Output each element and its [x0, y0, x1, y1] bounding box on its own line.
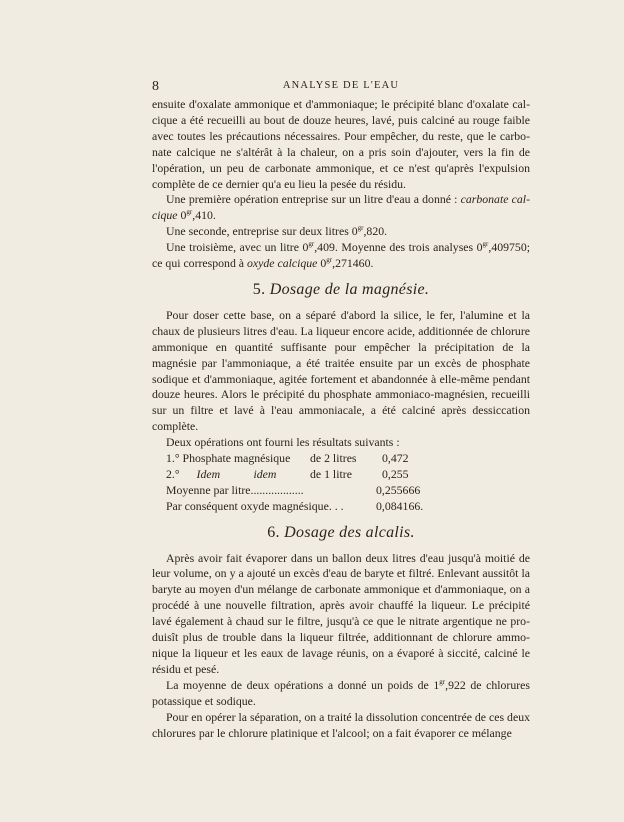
text-line: cique a été recueilli au bout de douze heures, lavé, puis calciné au rouge faible — [152, 112, 530, 127]
unit-sup: gr — [482, 240, 489, 249]
paragraph-magnesie — [152, 308, 530, 435]
table-cell — [152, 467, 296, 483]
table-cell: Moyenne par litre.................. — [166, 482, 304, 497]
value: 0 — [180, 208, 187, 223]
table-row — [152, 483, 530, 499]
text-line: duisît plus de trouble dans la liqueur filtrée, additionnant de chlorure ammo- — [152, 630, 530, 645]
results-table — [152, 451, 530, 515]
table-cell: 1.° Phosphate magnésique — [166, 451, 291, 466]
table-value: 0,255 — [382, 466, 409, 481]
paragraph-oxalate — [152, 97, 530, 192]
table-value: 0,472 — [382, 451, 409, 466]
text-line: a procédé à une nouvelle filtration, après avoir chauffé la liqueur. Le précipité — [152, 582, 530, 613]
italic-term: cique — [152, 208, 178, 223]
text-line: Après avoir fait évaporer dans un ballon deux litres d'eau jusqu'à moitié de — [166, 550, 530, 565]
unit-sup: gr — [186, 208, 193, 217]
text-run: Une troisième, avec un litre 0 — [166, 240, 309, 255]
text-run: La moyenne de deux opérations a donné un poids de 1 — [166, 677, 440, 692]
italic-term: Idem — [196, 466, 221, 481]
value: ,409750; — [488, 240, 530, 255]
page-number: 8 — [152, 79, 159, 94]
italic-term: carbonate cal- — [460, 192, 531, 207]
text-line: ammonique en quantité suffisante pour empêcher la précipitation de la magnésie — [152, 339, 530, 370]
text-line: lavé également à chaud sur le filtre, jusqu'à ce que le nitrate argentique ne pro- — [152, 614, 530, 629]
table-value: 0,255666 — [376, 482, 421, 497]
text-line: résidu et pesé. — [152, 661, 220, 676]
text-line: chlorures par le chlorure platinique et l'alcool; on a fait évaporer ce mélange — [152, 725, 512, 740]
table-row — [152, 451, 530, 467]
value: ,820. — [363, 224, 388, 239]
unit-sup: gr — [326, 256, 333, 265]
paragraph-results-intro: Deux opérations ont fourni les résultats suivants : — [166, 435, 400, 450]
text-line: avec toutes les précautions nécessaires. Pour empêcher, du reste, que le carbo- — [152, 128, 530, 143]
table-cell: Par conséquent oxyde magnésique. . . — [166, 498, 344, 513]
value: ,410. — [192, 208, 216, 223]
text-line: Alors le précipité du phosphate ammoniaco-magnésien, recueilli sur un filtre — [152, 387, 530, 418]
paragraph-chlorures — [152, 678, 530, 710]
text-run: ,409. Moyenne des trois analyses 0 — [314, 240, 483, 255]
page-header — [152, 79, 530, 95]
text-line: leur volume, on y a ajouté un excès d'eau de baryte et filtré. Enlevant aussitôt — [152, 566, 519, 581]
unit-sup: gr — [439, 677, 446, 686]
paragraph-second-operation — [152, 224, 530, 240]
text-run: ,922 de chlorures — [445, 677, 530, 692]
text-line: nate calcique ne s'altérât à la chaleur, on a pris soin d'ajouter, vers la fin de — [152, 144, 530, 159]
text-line: potassique et sodique. — [152, 693, 256, 708]
section-heading-magnesie — [152, 282, 530, 298]
text-line: complète de ce dernier qu'a eu lieu la pesée du résidu. — [152, 176, 407, 191]
section-title: Dosage de la magnésie. — [269, 280, 430, 298]
text-run: Une seconde, entreprise sur deux litres 0 — [166, 224, 358, 239]
table-row — [152, 467, 530, 483]
paragraph-third-operation — [152, 240, 530, 272]
paragraph-separation — [152, 710, 530, 742]
table-value: 0,084166. — [376, 498, 424, 513]
table-cell: de 1 litre — [310, 466, 352, 481]
text-line: l'opération, un peu de carbonate ammonique, et ce n'est qu'après l'expulsion — [152, 160, 530, 175]
text-line: par l'ammoniaque, a été traitée ensuite par un excès de phosphate sodique et — [152, 355, 531, 386]
italic-term: oxyde calcique — [247, 256, 318, 271]
page-body — [152, 97, 530, 741]
running-title: ANALYSE DE L'EAU — [282, 80, 400, 91]
table-cell: de 2 litres — [310, 451, 357, 466]
value: ,271460. — [332, 256, 374, 271]
italic-term: idem — [253, 466, 277, 481]
text-line: la baryte au moyen d'un mélange de carbonate ammonique et d'ammoniaque, on — [152, 566, 530, 597]
paragraph-first-operation — [152, 192, 530, 224]
unit-sup: gr — [308, 240, 315, 249]
text-line: ensuite d'oxalate ammonique et d'ammoniaque; le précipité blanc d'oxalate cal- — [152, 97, 530, 111]
table-row — [152, 499, 530, 515]
text-line: chaux de plusieurs litres d'eau. La liqueur encore acide, additionnée de chlorure — [152, 323, 530, 338]
text-run: ce qui correspond à — [152, 256, 245, 271]
text-line: et lavé à l'eau ammoniacale, a été calciné après dessiccation complète. — [152, 403, 530, 434]
section-number: 6. — [267, 523, 280, 541]
row-number: 2.° — [166, 466, 180, 481]
section-title: Dosage des alcalis. — [284, 523, 415, 541]
text-line: nique la liqueur et les eaux de lavage réunis, on a évaporé à siccité, calciné le — [152, 646, 530, 660]
text-line: Pour doser cette base, on a séparé d'abord la silice, le fer, l'alumine et la — [166, 307, 530, 322]
text-line: Pour en opérer la séparation, on a traité la dissolution concentrée de ces deux — [166, 709, 530, 724]
value: 0 — [320, 256, 327, 271]
paragraph-alcalis — [152, 551, 530, 678]
unit-sup: gr — [357, 224, 364, 233]
text-line: d'ammoniaque, agitée fortement et abandonnée à elle-même pendant douze heures. — [152, 371, 530, 402]
text-run: Une première opération entreprise sur un litre d'eau a donné : — [166, 192, 458, 207]
section-number: 5. — [252, 280, 266, 298]
section-heading-alcalis — [152, 525, 530, 541]
